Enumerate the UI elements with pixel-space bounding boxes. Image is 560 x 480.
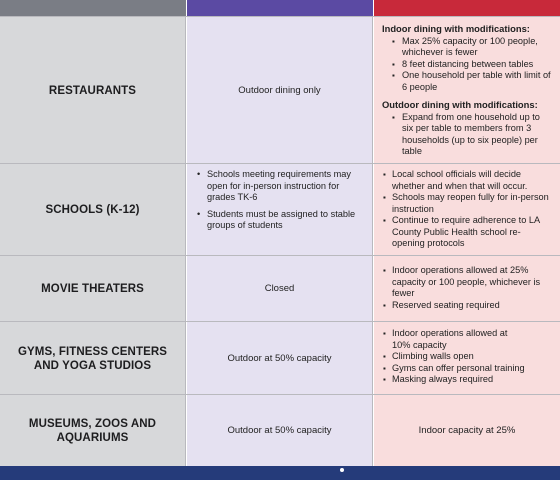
footer-bar [0,466,560,480]
list-item: ▪ Continue to require adherence to LA County Public Health school re-opening protocols [392,215,552,250]
category-label: GYMS, FITNESS CENTERS AND YOGA STUDIOS [17,345,168,372]
category-cell [0,395,186,467]
table-row-museums [0,394,560,467]
new-rules-cell [374,322,560,395]
new-rules-text: Indoor capacity at 25% [418,425,516,436]
category-cell [0,256,186,322]
category-cell [0,17,186,164]
new-rules-list [382,328,552,386]
table-row-gyms [0,321,560,395]
list-item: ▪ Schools may reopen fully for in-person instruction [392,192,552,215]
category-label: SCHOOLS (K-12) [45,204,140,216]
current-rules-cell [187,322,373,395]
category-cell [0,322,186,395]
table-row-movie-theaters [0,255,560,322]
list-item: ▪ Reserved seating required [392,300,552,312]
outdoor-dining-heading: Outdoor dining with modifications: [382,99,538,110]
outdoor-dining-list [382,112,552,158]
list-item: ▪ One household per table with limit of 6 people [402,70,552,93]
new-rules-list [382,265,552,311]
category-cell [0,164,186,256]
list-item: • Students must be assigned to stable groups of students [207,209,364,232]
list-item: ▪ Indoor operations allowed at 25% capacity or 100 people, whichever is fewer [392,265,552,300]
new-rules-cell [374,256,560,322]
current-rules-text: Outdoor at 50% capacity [227,425,332,436]
list-item: ▪ Climbing walls open [392,351,552,363]
current-rules-list [195,169,364,232]
new-rules-cell [374,164,560,256]
list-item: ▪ Masking always required [392,374,552,386]
list-item: ▪ 8 feet distancing between tables [402,59,552,71]
category-label: MUSEUMS, ZOOS AND AQUARIUMS [28,418,157,444]
indoor-dining-heading: Indoor dining with modifications: [382,23,530,34]
list-item: ▪ Local school officials will decide whether and when that will occur. [392,169,552,192]
current-rules-cell [187,17,373,164]
footer-dot [340,468,344,472]
list-item: ▪ Max 25% capacity or 100 people, whichever is fewer [402,36,552,59]
category-label: RESTAURANTS [48,84,137,97]
new-rules-list [382,169,552,250]
current-rules-text: Closed [264,283,295,294]
current-rules-cell [187,164,373,256]
list-item: • Schools meeting requirements may open for in-person instruction for grades TK-6 [207,169,364,204]
header-cell-new [374,0,560,16]
current-rules-cell [187,256,373,322]
list-item: ▪ Expand from one household up to six per table to members from 3 households (up to six people) per table [402,112,552,158]
header-cell-current [187,0,373,16]
list-item: ▪ Indoor operations allowed at 10% capacity [392,328,552,351]
list-item: ▪ Gyms can offer personal training [392,363,552,375]
header-cell-category [0,0,186,16]
new-rules-cell [374,395,560,467]
category-label: MOVIE THEATERS [41,283,144,295]
table-row-restaurants [0,16,560,164]
table-header-strip [0,0,560,16]
current-rules-text: Outdoor dining only [238,84,321,96]
indoor-dining-list [382,36,552,94]
current-rules-cell [187,395,373,467]
new-rules-cell [374,17,560,164]
table-row-schools [0,163,560,256]
current-rules-text: Outdoor at 50% capacity [227,352,332,364]
